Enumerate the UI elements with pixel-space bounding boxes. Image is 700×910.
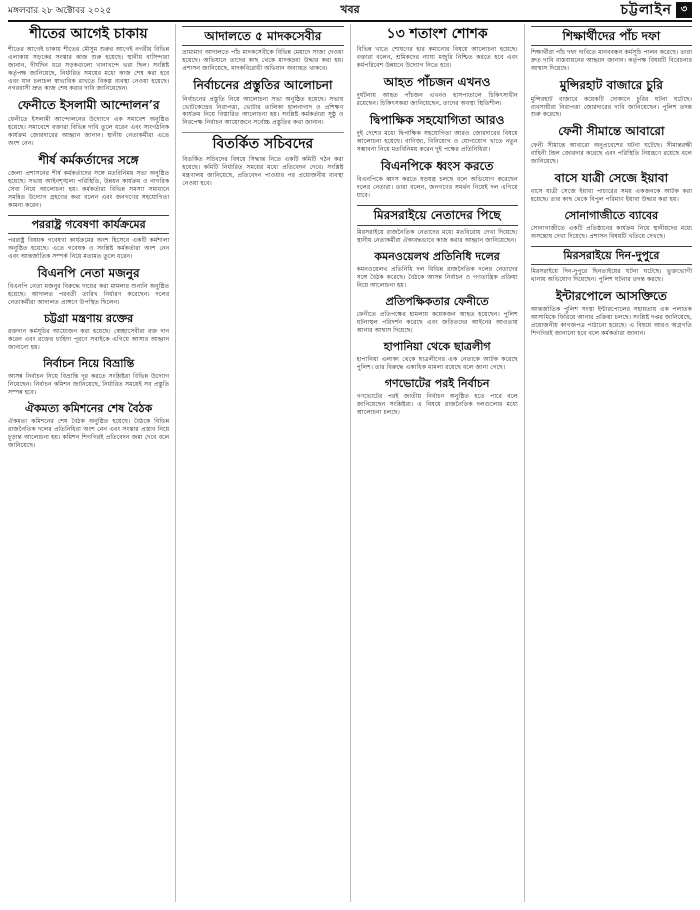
headline: দ্বিপাক্ষিক সহযোগিতা আরও <box>369 112 505 127</box>
story-body: হাপানিয়া এলাকা থেকে ছাত্রলীগের এক নেতাকে আটক করেছে পুলিশ। তার বিরুদ্ধে একাধিক মামলা রয়েছে বলে জানা গেছে। <box>356 355 518 371</box>
story-bitorko <box>182 136 343 188</box>
headline: চট্টগ্রা মন্ত্রণায় রক্তের <box>44 311 134 325</box>
headline: ফেনীতে ইসলামী আন্দোলন’র <box>17 98 160 113</box>
story-body: নির্বাচনের প্রস্তুতি নিয়ে আলোচনা সভা অনুষ্ঠিত হয়েছে। সভায় ভোটকেন্দ্রের নিরাপত্তা, ভোটার তালিকা হালনাগাদ ও প্রশিক্ষণ কার্যক্রম নিয়ে বিস্তারিত আলোচনা হয়। সংশ্লিষ্ট কর্মকর্তারা সুষ্ঠু ও নিরপেক্ষ নির্বাচন আয়োজনে সর্বোচ্চ প্রস্তুতির কথা জানান। <box>182 95 344 127</box>
column-3 <box>357 24 525 902</box>
story-body: বিতর্কিত সচিবদের বিষয়ে সিদ্ধান্ত নিতে একটি কমিটি গঠন করা হয়েছে। কমিটি নির্ধারিত সময়ের মধ্যে প্রতিবেদন দেবে। সংশ্লিষ্ট মন্ত্রণালয় জানিয়েছে, প্রতিবেদন পাওয়ার পর প্রয়োজনীয় ব্যবস্থা নেওয়া হবে। <box>182 156 344 187</box>
story-ahoto <box>357 75 518 108</box>
headline: মিরসরাইয়ে দিন-দুপুরে <box>531 246 692 265</box>
story-body: বিভিন্ন খাতে শোষণের হার কমানোর বিষয়ে আলোচনা হয়েছে। বক্তারা বলেন, শ্রমিকদের ন্যায্য মজুরি নিশ্চিত করতে হবে এবং কর্মপরিবেশ উন্নয়নে উদ্যোগ নিতে হবে। <box>356 45 518 69</box>
story-shirsho <box>8 153 169 210</box>
headline: শীতের আগেই চাকায় <box>29 26 148 42</box>
headline: ১৩ শতাংশ শোশক <box>386 26 488 42</box>
headline: মুন্সিরহাট বাজারে চুরি <box>559 78 663 93</box>
brand-logo: চট্টলাইন <box>620 2 672 18</box>
story-rokto <box>8 312 169 352</box>
headline: বিএনপি নেতা মজনুর <box>37 265 140 280</box>
headline: বিএনপিকে ধ্বংস করতে <box>380 159 494 174</box>
story-mirsarai-din <box>531 246 692 284</box>
headline: শীর্ষ কর্মকর্তাদের সঙ্গে <box>38 152 139 167</box>
story-body: পররাষ্ট্র বিষয়ক গবেষণা কার্যক্রমের অংশ হিসেবে একটি কর্মশালা অনুষ্ঠিত হয়েছে। এতে গবেষক ও সংশ্লিষ্ট কর্মকর্তারা অংশ নেন এবং আন্তর্জাতিক সম্পর্ক নিয়ে মতামত তুলে ধরেন। <box>8 236 170 260</box>
story-body: বিএনপি নেতা মজনুর বিরুদ্ধে দায়ের করা মামলার শুনানি অনুষ্ঠিত হয়েছে। আদালত পরবর্তী তারিখ নির্ধারণ করেছেন। দলের নেতাকর্মীরা আদালত প্রাঙ্গণে উপস্থিত ছিলেন। <box>8 283 170 306</box>
divider <box>182 132 343 133</box>
column-4 <box>531 24 692 902</box>
story-dwipakkhik <box>357 113 518 154</box>
brand <box>432 0 692 22</box>
story-body: মুন্সিরহাট বাজারে কয়েকটি দোকানে চুরির ঘটনা ঘটেছে। ব্যবসায়ীরা নিরাপত্তা জোরদারের দাবি জানিয়েছেন। পুলিশ তদন্ত শুরু করেছে। <box>530 95 692 119</box>
page-number: ৩ <box>676 2 692 18</box>
headline: প্রতিপক্ষিকতার ফেনীতে <box>385 294 489 308</box>
masthead <box>8 0 692 22</box>
headline: ঐকমত্য কমিশনের শেষ বৈঠক <box>24 401 153 415</box>
story-interpol <box>531 289 692 338</box>
story-body: আসন্ন নির্বাচন নিয়ে বিভ্রান্তি দূর করতে সংশ্লিষ্টরা বিভিন্ন উদ্যোগ নিয়েছেন। নির্বাচন কমিশন জানিয়েছে, নির্ধারিত সময়েই সব প্রস্তুতি সম্পন্ন হবে। <box>8 373 170 396</box>
headline: আদালতে ৫ মাদকসেবীর <box>182 26 343 46</box>
story-body: শীতের আগেই চাকায় শীতের মৌসুম শুরুর আগেই নগরীর বিভিন্ন এলাকায় সড়কের সংস্কার কাজ শুরু হয়েছে। স্থানীয় বাসিন্দারা জানান, দীর্ঘদিন ধরে সড়কগুলো খানাখন্দে ভরা ছিল। সংশ্লিষ্ট কর্তৃপক্ষ জানিয়েছে, নির্ধারিত সময়ের মধ্যে কাজ শেষ করা হবে এবং যান চলাচল স্বাভাবিক রাখতে বিকল্প ব্যবস্থা নেওয়া হয়েছে। নগরবাসী দ্রুত কাজ শেষ করার দাবি জানিয়েছেন। <box>8 45 170 93</box>
story-body: আন্তর্জাতিক পুলিশ সংস্থা ইন্টারপোলের সহায়তায় এক পলাতক আসামিকে ফিরিয়ে আনার প্রক্রিয়া চলছে। সংশ্লিষ্ট দপ্তর জানিয়েছে, প্রয়োজনীয় কাগজপত্র পাঠানো হয়েছে। এ বিষয়ে আরও অগ্রগতি শিগগিরই জানানো হবে বলে কর্মকর্তারা জানান। <box>530 306 692 338</box>
headline: নির্বাচনের প্রস্তুতির আলোচনা <box>193 78 333 93</box>
headline: ফেনী সীমান্তে আবারো <box>558 124 665 139</box>
headline: নির্বাচন নিয়ে বিভ্রান্তি <box>43 356 135 370</box>
headline: শিক্ষার্থীদের পাঁচ দফা <box>531 26 692 46</box>
issue-date: মঙ্গলবার ২৮ অক্টোবর ২০২৫ <box>8 5 112 16</box>
story-protishodh <box>357 295 518 335</box>
headline: আহত পাঁচজন এখনও <box>383 74 491 89</box>
headline: হাপানিয়া থেকে ছাত্রলীগ <box>383 339 491 353</box>
story-gonovote <box>357 377 518 417</box>
headline: পররাষ্ট্র গবেষণা কার্যক্রমের <box>8 215 169 234</box>
story-body: বাসে যাত্রী সেজে ইয়াবা পাচারের সময় একজনকে আটক করা হয়েছে। তার কাছ থেকে বিপুল পরিমাণ ইয়াবা উদ্ধার করা হয়। <box>530 188 692 203</box>
story-feni-shima <box>531 124 692 165</box>
story-bnp <box>8 266 169 307</box>
story-haphaniya <box>357 340 518 372</box>
story-body: গণভোটের পরই জাতীয় নির্বাচন অনুষ্ঠিত হতে পারে বলে জানিয়েছেন সংশ্লিষ্টরা। এ বিষয়ে রাজনৈতিক দলগুলোর মধ্যে আলোচনা চলছে। <box>356 392 518 416</box>
story-body: দুই দেশের মধ্যে দ্বিপাক্ষিক সহযোগিতা আরও জোরদারের বিষয়ে আলোচনা হয়েছে। বাণিজ্য, বিনিয়োগ ও যোগাযোগ খাতে নতুন সম্ভাবনা নিয়ে মতবিনিময় করেন দুই পক্ষের প্রতিনিধিরা। <box>356 130 518 154</box>
story-mirsarai <box>357 205 518 244</box>
story-body: কমনওয়েলথ প্রতিনিধি দল বিভিন্ন রাজনৈতিক দলের নেতাদের সঙ্গে বৈঠক করেছে। বৈঠকে আসন্ন নির্বাচন ও গণতান্ত্রিক প্রক্রিয়া নিয়ে আলোচনা হয়। <box>356 265 518 289</box>
story-baase-jatri <box>531 171 692 204</box>
story-nirbachon <box>8 357 169 397</box>
story-body: সোনাগাজীতে একটি প্রতিষ্ঠানের কার্যক্রম নিয়ে স্থানীয়দের মধ্যে অসন্তোষ দেখা দিয়েছে। প্রশাসন বিষয়টি খতিয়ে দেখছে। <box>530 225 692 240</box>
headline: বাসে যাত্রী সেজে ইয়াবা <box>554 170 669 185</box>
headline: কমনওয়েলথ প্রতিনিধি দলের <box>374 249 500 263</box>
columns <box>8 24 692 902</box>
story-body: ফেনী সীমান্তে আবারো অনুপ্রবেশের ঘটনা ঘটেছে। সীমান্তরক্ষী বাহিনী টহল জোরদার করেছে এবং পরিস্থিতি নিয়ন্ত্রণে রয়েছে বলে জানিয়েছে। <box>530 141 692 165</box>
headline: ইন্টারপোলে আসক্তিতে <box>555 289 667 303</box>
story-shongshodiyo <box>357 26 518 70</box>
headline: বিতর্কিত সচিবদের <box>212 136 314 153</box>
story-body: মিরসরাইয়ে দিন-দুপুরে ছিনতাইয়ের ঘটনা ঘটেছে। ভুক্তভোগী থানায় অভিযোগ দিয়েছেন। পুলিশ ঘটনার তদন্ত করছে। <box>530 268 692 284</box>
story-munshirhat <box>531 78 692 119</box>
story-shiksharthi <box>531 26 692 73</box>
story-body: শিক্ষার্থীরা পাঁচ দফা দাবিতে মানববন্ধন কর্মসূচি পালন করেছে। তারা দ্রুত দাবি বাস্তবায়নের আহ্বান জানান। কর্তৃপক্ষ বিষয়টি বিবেচনার আশ্বাস দিয়েছে। <box>530 49 692 73</box>
column-1 <box>8 24 176 902</box>
headline: গণভোটের পরই নির্বাচন <box>384 376 490 390</box>
story-body: দুর্ঘটনায় আহত পাঁচজন এখনও হাসপাতালে চিকিৎসাধীন রয়েছেন। চিকিৎসকরা জানিয়েছেন, তাদের অবস্থা স্থিতিশীল। <box>356 92 518 107</box>
headline: সোনাগাজীতে ব্যাবের <box>564 208 659 222</box>
column-2 <box>182 24 350 902</box>
headline: মিরসরাইয়ে নেতাদের পিছে <box>357 205 518 225</box>
story-body: ফেনীতে প্রতিপক্ষের হামলায় কয়েকজন আহত হয়েছেন। পুলিশ ঘটনাস্থল পরিদর্শন করেছে এবং জড়িতদের আইনের আওতায় আনার আশ্বাস দিয়েছে। <box>356 310 518 334</box>
story-bnp-dhongsho <box>357 159 518 200</box>
story-body: রক্তদান কর্মসূচির আয়োজন করা হয়েছে। স্বেচ্ছাসেবীরা রক্ত দান করেন এবং রক্তের চাহিদা পূরণে সবাইকে এগিয়ে আসার আহ্বান জানানো হয়। <box>8 328 170 351</box>
story-body: মিরসরাইয়ে রাজনৈতিক নেতাদের মধ্যে মতবিরোধ দেখা দিয়েছে। স্থানীয় নেতাকর্মীরা ঐক্যবদ্ধভাবে কাজ করার আহ্বান জানিয়েছেন। <box>356 228 518 244</box>
story-body: ঐকমত্য কমিশনের শেষ বৈঠক অনুষ্ঠিত হয়েছে। বৈঠকে বিভিন্ন রাজনৈতিক দলের প্রতিনিধিরা অংশ নেন এবং সংস্কার প্রস্তাব নিয়ে চূড়ান্ত আলোচনা হয়। কমিশন শিগগিরই প্রতিবেদন জমা দেবে বলে জানিয়েছে। <box>8 418 170 449</box>
section-title: খবর <box>340 2 360 16</box>
story-body: বিএনপিকে ধ্বংস করতে ষড়যন্ত্র চলছে বলে অভিযোগ করেছেন দলের নেতারা। তারা বলেন, জনগণের সমর্থন নিয়েই দল এগিয়ে যাবে। <box>356 176 518 200</box>
story-body: জেলা প্রশাসনের শীর্ষ কর্মকর্তাদের সঙ্গে মতবিনিময় সভা অনুষ্ঠিত হয়েছে। সভায় আইনশৃঙ্খলা পরিস্থিতি, উন্নয়ন কার্যক্রম ও নাগরিক সেবা নিয়ে আলোচনা হয়। কর্মকর্তারা বিভিন্ন সমস্যা সমাধানে সমন্বিত উদ্যোগ গ্রহণের কথা বলেন এবং জনগণের সহযোগিতা কামনা করেন। <box>8 169 170 209</box>
story-nirbachon-prostuti <box>182 78 343 127</box>
story-feni-islami <box>8 98 169 147</box>
story-sonagazi <box>531 209 692 241</box>
story-komonwealth <box>357 250 518 290</box>
story-adalat <box>182 26 343 73</box>
story-pororashtro <box>8 215 169 261</box>
story-oikyomot <box>8 402 169 450</box>
story-sheet <box>8 26 169 93</box>
story-body: ফেনীতে ইসলামী আন্দোলনের উদ্যোগে এক সমাবেশ অনুষ্ঠিত হয়েছে। সমাবেশে বক্তারা বিভিন্ন দাবি তুলে ধরেন এবং সাংগঠনিক কার্যক্রম জোরদারের আহ্বান জানান। স্থানীয় নেতাকর্মীরা এতে অংশ নেন। <box>8 115 170 147</box>
story-body: ভ্রাম্যমাণ আদালতে পাঁচ মাদকসেবীকে বিভিন্ন মেয়াদে সাজা দেওয়া হয়েছে। অভিযানে তাদের কাছ থেকে মাদকদ্রব্য উদ্ধার করা হয়। প্রশাসন জানিয়েছে, মাদকবিরোধী অভিযান অব্যাহত থাকবে। <box>182 49 344 73</box>
